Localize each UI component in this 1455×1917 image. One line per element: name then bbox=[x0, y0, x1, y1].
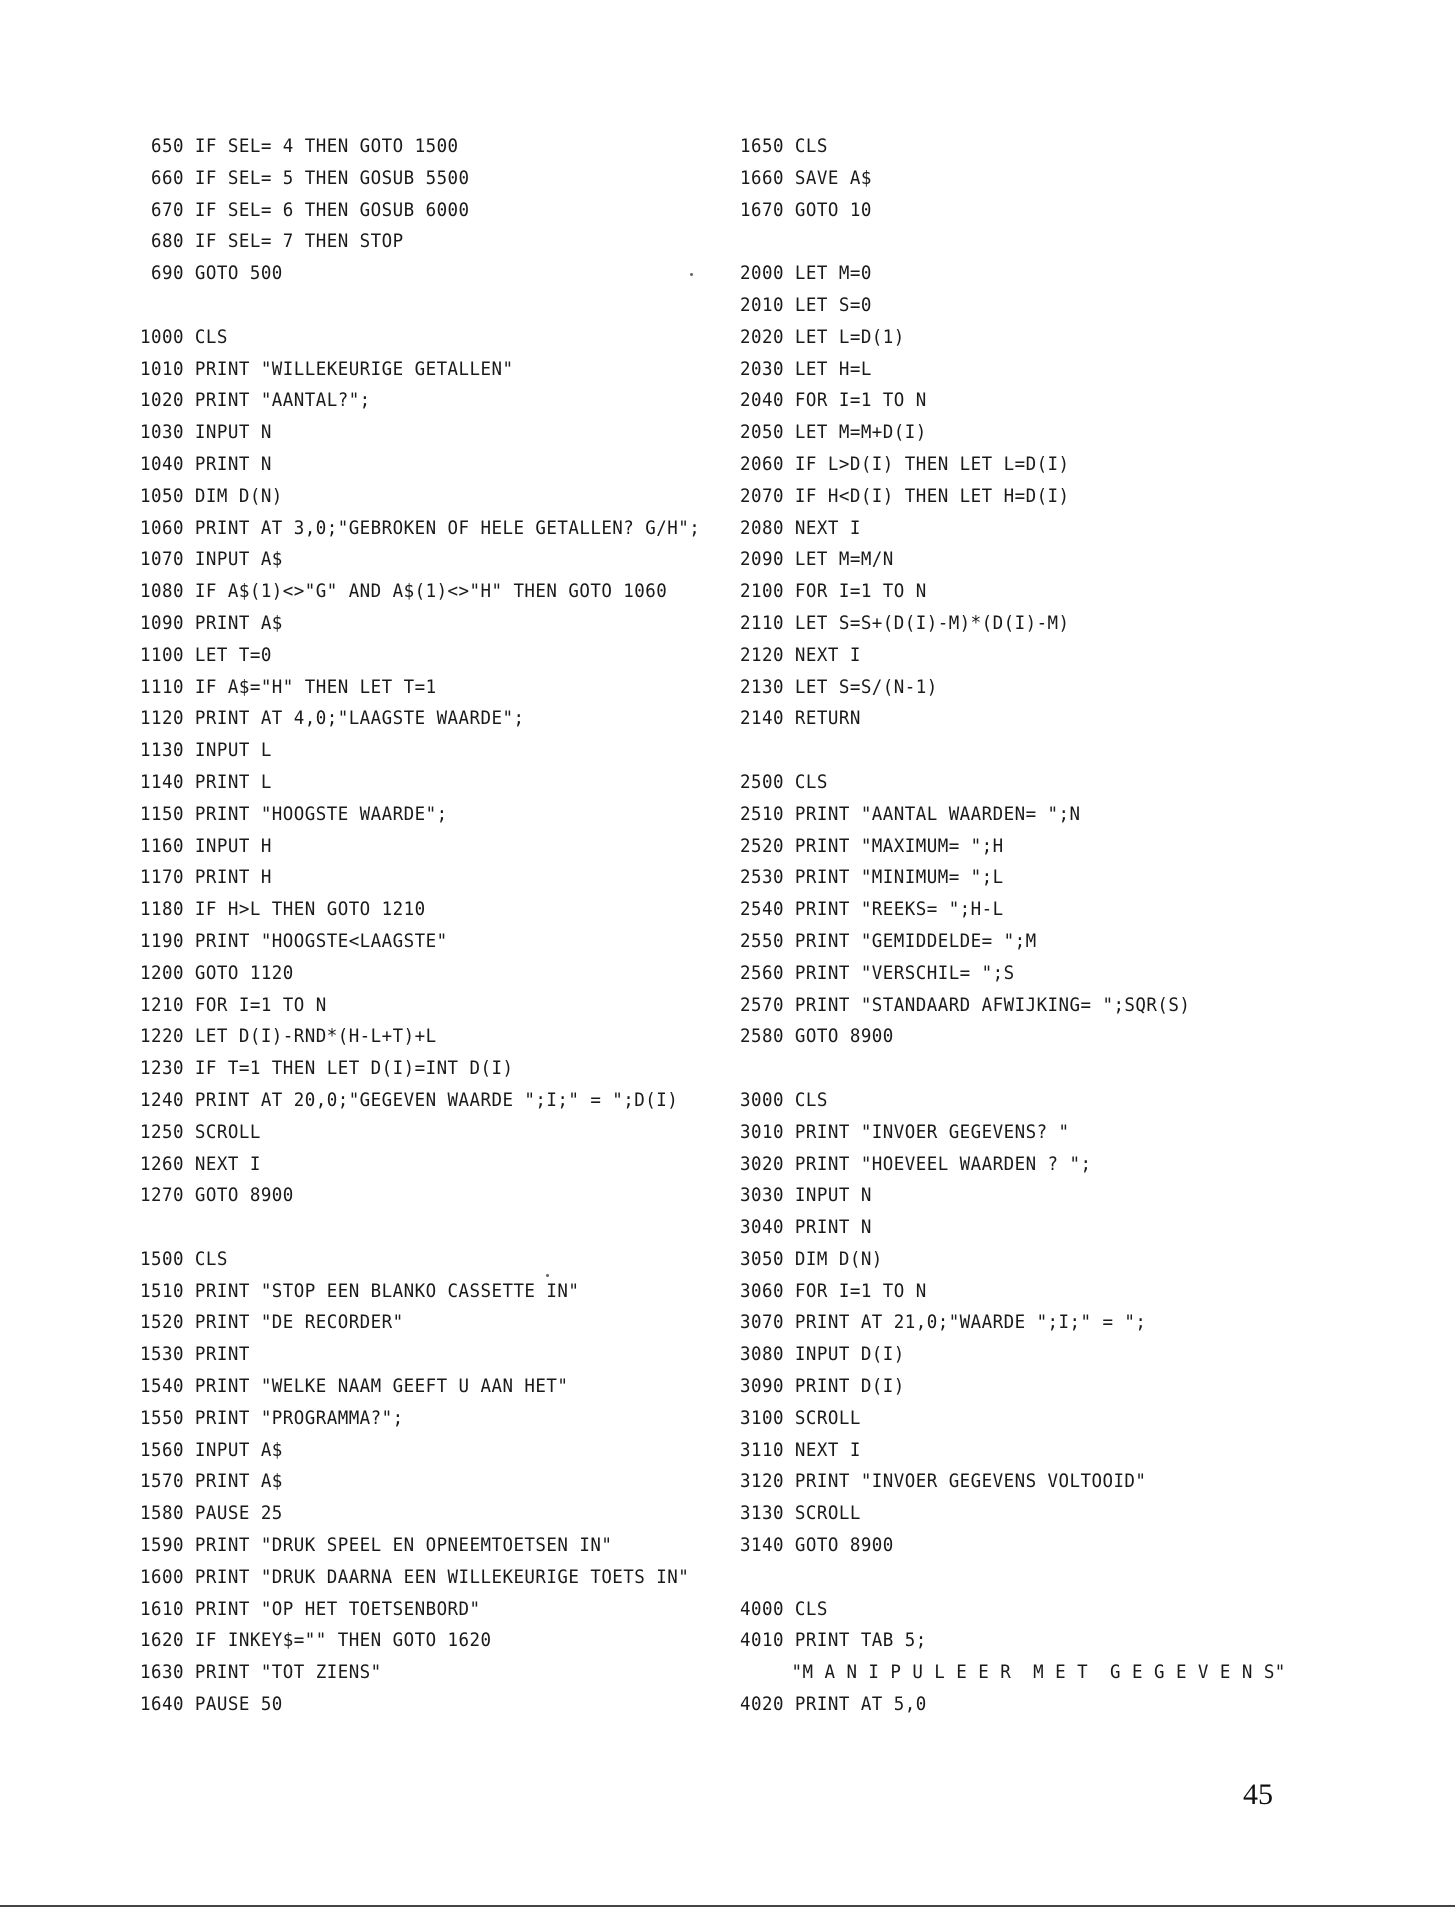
code-line: 1630 PRINT "TOT ZIENS" bbox=[140, 1661, 382, 1684]
code-line: 3130 SCROLL bbox=[740, 1502, 861, 1525]
code-line: 2040 FOR I=1 TO N bbox=[740, 389, 927, 412]
code-line: 1610 PRINT "OP HET TOETSENBORD" bbox=[140, 1597, 481, 1620]
code-line: 1580 PAUSE 25 bbox=[140, 1502, 283, 1525]
code-line: 2110 LET S=S+(D(I)-M)*(D(I)-M) bbox=[740, 611, 1070, 634]
code-line: 1020 PRINT "AANTAL?"; bbox=[140, 389, 371, 412]
code-line: 2010 LET S=0 bbox=[740, 293, 872, 316]
code-line: 1030 INPUT N bbox=[140, 421, 272, 444]
code-line: 4020 PRINT AT 5,0 bbox=[740, 1693, 927, 1716]
code-line: 2560 PRINT "VERSCHIL= ";S bbox=[740, 961, 1015, 984]
code-line: 3020 PRINT "HOEVEEL WAARDEN ? "; bbox=[740, 1152, 1092, 1175]
code-line: 1220 LET D(I)-RND*(H-L+T)+L bbox=[140, 1025, 437, 1048]
code-line bbox=[740, 735, 1292, 767]
code-line: 1150 PRINT "HOOGSTE WAARDE"; bbox=[140, 802, 448, 825]
code-line: 1590 PRINT "DRUK SPEEL EN OPNEEMTOETSEN IN" bbox=[140, 1534, 613, 1557]
code-line: 650 IF SEL= 4 THEN GOTO 1500 bbox=[140, 135, 459, 157]
code-line: 2130 LET S=S/(N-1) bbox=[740, 675, 938, 698]
code-line: 2120 NEXT I bbox=[740, 643, 861, 666]
code-line bbox=[140, 290, 674, 322]
code-line: 1640 PAUSE 50 bbox=[140, 1693, 283, 1716]
code-line: 1270 GOTO 8900 bbox=[140, 1184, 294, 1207]
code-line: 660 IF SEL= 5 THEN GOSUB 5500 bbox=[140, 166, 470, 189]
code-line: 1200 GOTO 1120 bbox=[140, 961, 294, 984]
code-line: 1110 IF A$="H" THEN LET T=1 bbox=[140, 675, 437, 698]
code-line: 1530 PRINT bbox=[140, 1343, 250, 1366]
code-line: 1230 IF T=1 THEN LET D(I)=INT D(I) bbox=[140, 1057, 514, 1080]
code-line: 2550 PRINT "GEMIDDELDE= ";M bbox=[740, 929, 1037, 952]
code-line: 2570 PRINT "STANDAARD AFWIJKING= ";SQR(S) bbox=[740, 993, 1191, 1016]
code-line: 1000 CLS bbox=[140, 325, 228, 348]
scan-speck bbox=[546, 1274, 549, 1277]
code-line: 3040 PRINT N bbox=[740, 1216, 872, 1239]
code-line: 1570 PRINT A$ bbox=[140, 1470, 283, 1493]
code-line: 3050 DIM D(N) bbox=[740, 1247, 883, 1270]
code-line: 4000 CLS bbox=[740, 1597, 828, 1620]
code-line: 3140 GOTO 8900 bbox=[740, 1534, 894, 1557]
code-line: 2090 LET M=M/N bbox=[740, 548, 894, 571]
code-line: 1040 PRINT N bbox=[140, 452, 272, 475]
code-line: 1130 INPUT L bbox=[140, 739, 272, 762]
page-bottom-rule bbox=[0, 1905, 1455, 1907]
listing-column-left bbox=[140, 131, 720, 1721]
code-line: 3010 PRINT "INVOER GEGEVENS? " bbox=[740, 1120, 1070, 1143]
code-line: 2060 IF L>D(I) THEN LET L=D(I) bbox=[740, 452, 1070, 475]
code-line: 690 GOTO 500 bbox=[140, 262, 283, 285]
code-line: 1650 CLS bbox=[740, 135, 828, 157]
code-line: 2100 FOR I=1 TO N bbox=[740, 580, 927, 603]
code-line: 1170 PRINT H bbox=[140, 866, 272, 889]
code-line: 1140 PRINT L bbox=[140, 770, 272, 793]
code-line: 1180 IF H>L THEN GOTO 1210 bbox=[140, 898, 426, 921]
code-line: 2500 CLS bbox=[740, 770, 828, 793]
code-line: 1070 INPUT A$ bbox=[140, 548, 283, 571]
code-line: 1500 CLS bbox=[140, 1247, 228, 1270]
code-line: 2050 LET M=M+D(I) bbox=[740, 421, 927, 444]
code-line: 1520 PRINT "DE RECORDER" bbox=[140, 1311, 404, 1334]
code-line: 2530 PRINT "MINIMUM= ";L bbox=[740, 866, 1004, 889]
code-line: 3030 INPUT N bbox=[740, 1184, 872, 1207]
code-line: 3100 SCROLL bbox=[740, 1406, 861, 1429]
listing-column-right bbox=[740, 131, 1340, 1721]
code-line: 3060 FOR I=1 TO N bbox=[740, 1279, 927, 1302]
code-line: 2580 GOTO 8900 bbox=[740, 1025, 894, 1048]
code-line: 680 IF SEL= 7 THEN STOP bbox=[140, 230, 404, 253]
code-line bbox=[740, 1053, 1292, 1085]
code-line: 3110 NEXT I bbox=[740, 1438, 861, 1461]
code-line: 670 IF SEL= 6 THEN GOSUB 6000 bbox=[140, 198, 470, 221]
code-line: 1510 PRINT "STOP EEN BLANKO CASSETTE IN" bbox=[140, 1279, 580, 1302]
code-line bbox=[740, 1562, 1292, 1594]
code-line: 2520 PRINT "MAXIMUM= ";H bbox=[740, 834, 1004, 857]
code-line: 3090 PRINT D(I) bbox=[740, 1375, 905, 1398]
code-line: 2020 LET L=D(1) bbox=[740, 325, 905, 348]
code-line: 1010 PRINT "WILLEKEURIGE GETALLEN" bbox=[140, 357, 514, 380]
code-line: 1600 PRINT "DRUK DAARNA EEN WILLEKEURIGE TOETS IN" bbox=[140, 1565, 690, 1588]
code-line: 1210 FOR I=1 TO N bbox=[140, 993, 327, 1016]
code-line: 1240 PRINT AT 20,0;"GEGEVEN WAARDE ";I;" = ";D(I) bbox=[140, 1088, 679, 1111]
code-line: 1160 INPUT H bbox=[140, 834, 272, 857]
code-line: 3000 CLS bbox=[740, 1088, 828, 1111]
code-line: 1100 LET T=0 bbox=[140, 643, 272, 666]
code-line: 2070 IF H<D(I) THEN LET H=D(I) bbox=[740, 484, 1070, 507]
code-line: 1660 SAVE A$ bbox=[740, 166, 872, 189]
code-line: 3070 PRINT AT 21,0;"WAARDE ";I;" = "; bbox=[740, 1311, 1147, 1334]
code-line: 2140 RETURN bbox=[740, 707, 861, 730]
code-line: 4010 PRINT TAB 5; bbox=[740, 1629, 927, 1652]
code-line: 1190 PRINT "HOOGSTE<LAAGSTE" bbox=[140, 929, 448, 952]
code-line: 2510 PRINT "AANTAL WAARDEN= ";N bbox=[740, 802, 1081, 825]
code-line bbox=[740, 226, 1292, 258]
code-line: 1060 PRINT AT 3,0;"GEBROKEN OF HELE GETALLEN? G/H"; bbox=[140, 516, 701, 539]
code-line: 1260 NEXT I bbox=[140, 1152, 261, 1175]
page-number: 45 bbox=[1243, 1778, 1273, 1811]
code-line: 1050 DIM D(N) bbox=[140, 484, 283, 507]
scan-speck bbox=[690, 273, 693, 276]
code-line: 1090 PRINT A$ bbox=[140, 611, 283, 634]
code-line: 1120 PRINT AT 4,0;"LAAGSTE WAARDE"; bbox=[140, 707, 525, 730]
code-line: 1540 PRINT "WELKE NAAM GEEFT U AAN HET" bbox=[140, 1375, 569, 1398]
code-line: 3080 INPUT D(I) bbox=[740, 1343, 905, 1366]
code-line: 1670 GOTO 10 bbox=[740, 198, 872, 221]
code-line: 3120 PRINT "INVOER GEGEVENS VOLTOOID" bbox=[740, 1470, 1147, 1493]
code-line: 2030 LET H=L bbox=[740, 357, 872, 380]
code-line: 1250 SCROLL bbox=[140, 1120, 261, 1143]
code-line: 1080 IF A$(1)<>"G" AND A$(1)<>"H" THEN GOTO 1060 bbox=[140, 580, 668, 603]
code-line: 2000 LET M=0 bbox=[740, 262, 872, 285]
code-line: 1550 PRINT "PROGRAMMA?"; bbox=[140, 1406, 404, 1429]
code-line: 2540 PRINT "REEKS= ";H-L bbox=[740, 898, 1004, 921]
code-line: 1620 IF INKEY$="" THEN GOTO 1620 bbox=[140, 1629, 492, 1652]
code-line bbox=[140, 1212, 674, 1244]
code-line: 2080 NEXT I bbox=[740, 516, 861, 539]
code-line: 1560 INPUT A$ bbox=[140, 1438, 283, 1461]
code-line: "M A N I P U L E E R M E T G E G E V E N S" bbox=[791, 1661, 1286, 1684]
